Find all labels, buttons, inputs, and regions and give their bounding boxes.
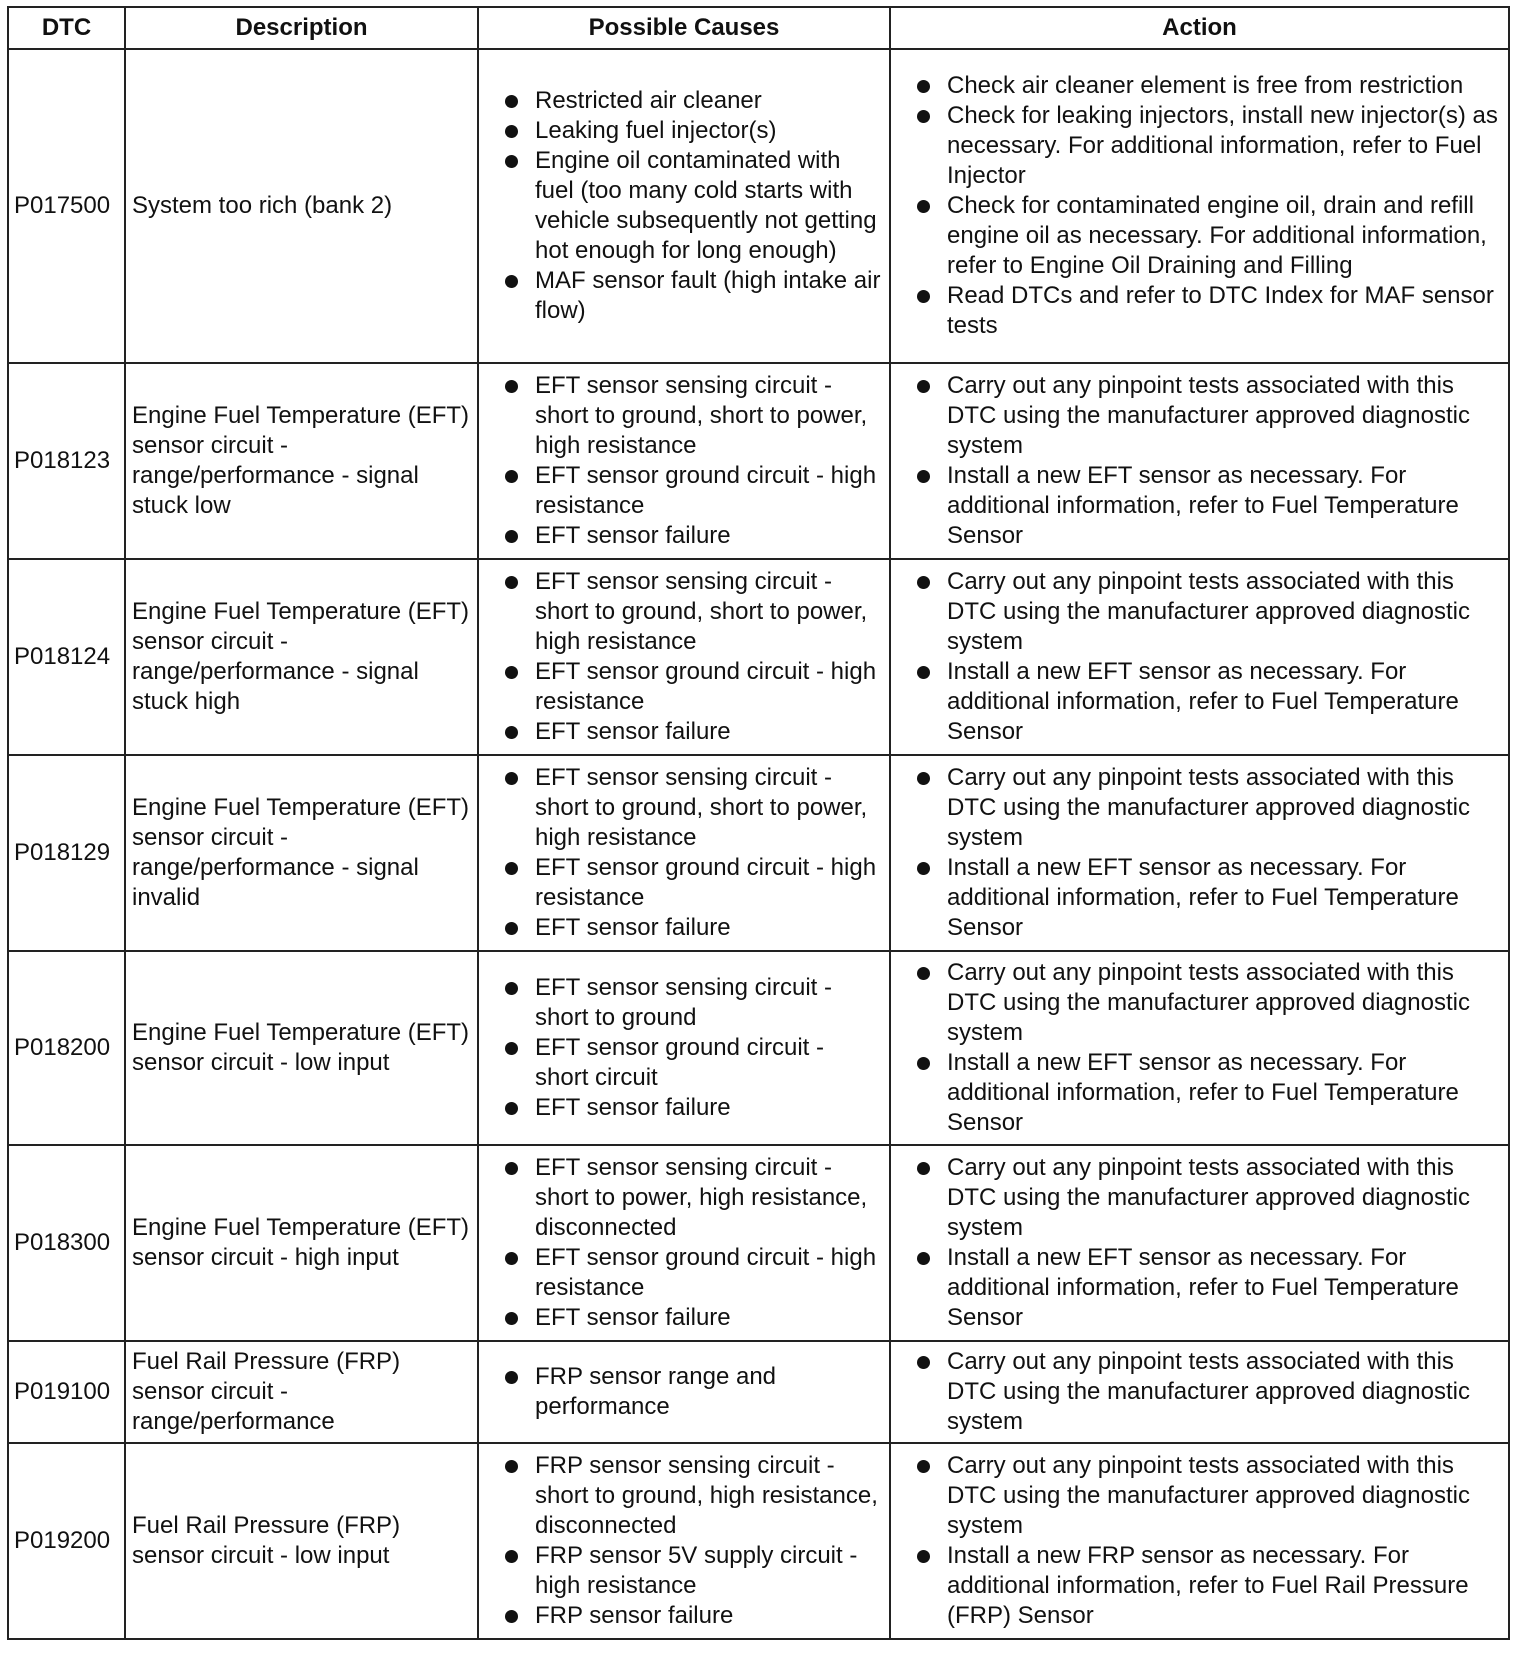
dtc-code: P018129: [8, 755, 125, 951]
cause-item: EFT sensor failure: [505, 913, 883, 943]
action-list: [917, 763, 1502, 943]
dtc-code: P019100: [8, 1341, 125, 1443]
cause-item: Engine oil contaminated with fuel (too many cold starts with vehicle subsequently not getting hot enough for long enough): [505, 146, 883, 266]
possible-causes-cell: [478, 559, 890, 755]
header-possible-causes: Possible Causes: [478, 7, 890, 49]
table-row: [8, 363, 1509, 559]
dtc-code: P018123: [8, 363, 125, 559]
possible-causes-list: [505, 1362, 883, 1422]
action-list: [917, 958, 1502, 1138]
table-row: [8, 49, 1509, 363]
action-item: Carry out any pinpoint tests associated with this DTC using the manufacturer approved diagnostic system: [917, 567, 1502, 657]
dtc-code: P018124: [8, 559, 125, 755]
action-item: Install a new EFT sensor as necessary. For additional information, refer to Fuel Temperature Sensor: [917, 853, 1502, 943]
dtc-code: P017500: [8, 49, 125, 363]
action-cell: [890, 1443, 1509, 1639]
action-cell: [890, 559, 1509, 755]
dtc-description: Engine Fuel Temperature (EFT) sensor circuit - range/performance - signal stuck high: [125, 559, 478, 755]
action-item: Check for contaminated engine oil, drain and refill engine oil as necessary. For additional information, refer to Engine Oil Draining and Filling: [917, 191, 1502, 281]
table-row: [8, 1443, 1509, 1639]
possible-causes-list: [505, 763, 883, 943]
possible-causes-list: [505, 973, 883, 1123]
table-body: [8, 49, 1509, 1639]
possible-causes-list: [505, 86, 883, 326]
cause-item: Leaking fuel injector(s): [505, 116, 883, 146]
cause-item: EFT sensor failure: [505, 717, 883, 747]
action-item: Install a new EFT sensor as necessary. For additional information, refer to Fuel Temperature Sensor: [917, 1048, 1502, 1138]
action-list: [917, 1153, 1502, 1333]
cause-item: FRP sensor failure: [505, 1601, 883, 1631]
dtc-description: System too rich (bank 2): [125, 49, 478, 363]
action-item: Install a new EFT sensor as necessary. For additional information, refer to Fuel Temperature Sensor: [917, 461, 1502, 551]
cause-item: FRP sensor sensing circuit - short to ground, high resistance, disconnected: [505, 1451, 883, 1541]
dtc-description: Engine Fuel Temperature (EFT) sensor circuit - high input: [125, 1145, 478, 1341]
cause-item: EFT sensor ground circuit - high resistance: [505, 657, 883, 717]
action-item: Check for leaking injectors, install new injector(s) as necessary. For additional information, refer to Fuel Injector: [917, 101, 1502, 191]
cause-item: EFT sensor sensing circuit - short to ground, short to power, high resistance: [505, 763, 883, 853]
table-row: [8, 1145, 1509, 1341]
action-item: Carry out any pinpoint tests associated with this DTC using the manufacturer approved diagnostic system: [917, 1451, 1502, 1541]
possible-causes-cell: [478, 363, 890, 559]
table-row: [8, 755, 1509, 951]
header-dtc: DTC: [8, 7, 125, 49]
action-item: Carry out any pinpoint tests associated with this DTC using the manufacturer approved diagnostic system: [917, 763, 1502, 853]
dtc-code: P018300: [8, 1145, 125, 1341]
header-description: Description: [125, 7, 478, 49]
action-cell: [890, 49, 1509, 363]
action-item: Install a new FRP sensor as necessary. For additional information, refer to Fuel Rail Pressure (FRP) Sensor: [917, 1541, 1502, 1631]
action-cell: [890, 755, 1509, 951]
possible-causes-list: [505, 1451, 883, 1631]
cause-item: EFT sensor sensing circuit - short to power, high resistance, disconnected: [505, 1153, 883, 1243]
cause-item: EFT sensor sensing circuit - short to ground: [505, 973, 883, 1033]
cause-item: EFT sensor ground circuit - short circuit: [505, 1033, 883, 1093]
cause-item: EFT sensor ground circuit - high resistance: [505, 461, 883, 521]
cause-item: EFT sensor sensing circuit - short to ground, short to power, high resistance: [505, 371, 883, 461]
action-item: Carry out any pinpoint tests associated with this DTC using the manufacturer approved diagnostic system: [917, 371, 1502, 461]
action-list: [917, 567, 1502, 747]
cause-item: MAF sensor fault (high intake air flow): [505, 266, 883, 326]
action-cell: [890, 951, 1509, 1145]
cause-item: FRP sensor range and performance: [505, 1362, 883, 1422]
dtc-code: P018200: [8, 951, 125, 1145]
cause-item: EFT sensor failure: [505, 521, 883, 551]
dtc-description: Engine Fuel Temperature (EFT) sensor circuit - range/performance - signal invalid: [125, 755, 478, 951]
action-cell: [890, 363, 1509, 559]
dtc-description: Fuel Rail Pressure (FRP) sensor circuit - range/performance: [125, 1341, 478, 1443]
action-item: Install a new EFT sensor as necessary. For additional information, refer to Fuel Temperature Sensor: [917, 657, 1502, 747]
cause-item: EFT sensor ground circuit - high resistance: [505, 1243, 883, 1303]
action-list: [917, 1451, 1502, 1631]
action-list: [917, 1347, 1502, 1437]
header-row: [8, 7, 1509, 49]
cause-item: Restricted air cleaner: [505, 86, 883, 116]
action-item: Install a new EFT sensor as necessary. For additional information, refer to Fuel Temperature Sensor: [917, 1243, 1502, 1333]
possible-causes-cell: [478, 755, 890, 951]
action-item: Carry out any pinpoint tests associated with this DTC using the manufacturer approved diagnostic system: [917, 1347, 1502, 1437]
table-row: [8, 559, 1509, 755]
action-item: Carry out any pinpoint tests associated with this DTC using the manufacturer approved diagnostic system: [917, 958, 1502, 1048]
possible-causes-list: [505, 371, 883, 551]
possible-causes-cell: [478, 49, 890, 363]
cause-item: FRP sensor 5V supply circuit - high resistance: [505, 1541, 883, 1601]
header-action: Action: [890, 7, 1509, 49]
table-row: [8, 951, 1509, 1145]
action-item: Read DTCs and refer to DTC Index for MAF sensor tests: [917, 281, 1502, 341]
possible-causes-cell: [478, 1341, 890, 1443]
action-list: [917, 371, 1502, 551]
possible-causes-list: [505, 567, 883, 747]
possible-causes-cell: [478, 1443, 890, 1639]
table-row: [8, 1341, 1509, 1443]
dtc-description: Fuel Rail Pressure (FRP) sensor circuit - low input: [125, 1443, 478, 1639]
dtc-description: Engine Fuel Temperature (EFT) sensor circuit - low input: [125, 951, 478, 1145]
action-cell: [890, 1145, 1509, 1341]
cause-item: EFT sensor sensing circuit - short to ground, short to power, high resistance: [505, 567, 883, 657]
dtc-table: [7, 6, 1510, 1640]
cause-item: EFT sensor ground circuit - high resistance: [505, 853, 883, 913]
action-item: Carry out any pinpoint tests associated with this DTC using the manufacturer approved diagnostic system: [917, 1153, 1502, 1243]
possible-causes-cell: [478, 1145, 890, 1341]
action-item: Check air cleaner element is free from restriction: [917, 71, 1502, 101]
action-list: [917, 71, 1502, 341]
cause-item: EFT sensor failure: [505, 1303, 883, 1333]
cause-item: EFT sensor failure: [505, 1093, 883, 1123]
possible-causes-list: [505, 1153, 883, 1333]
dtc-code: P019200: [8, 1443, 125, 1639]
dtc-description: Engine Fuel Temperature (EFT) sensor circuit - range/performance - signal stuck low: [125, 363, 478, 559]
action-cell: [890, 1341, 1509, 1443]
possible-causes-cell: [478, 951, 890, 1145]
